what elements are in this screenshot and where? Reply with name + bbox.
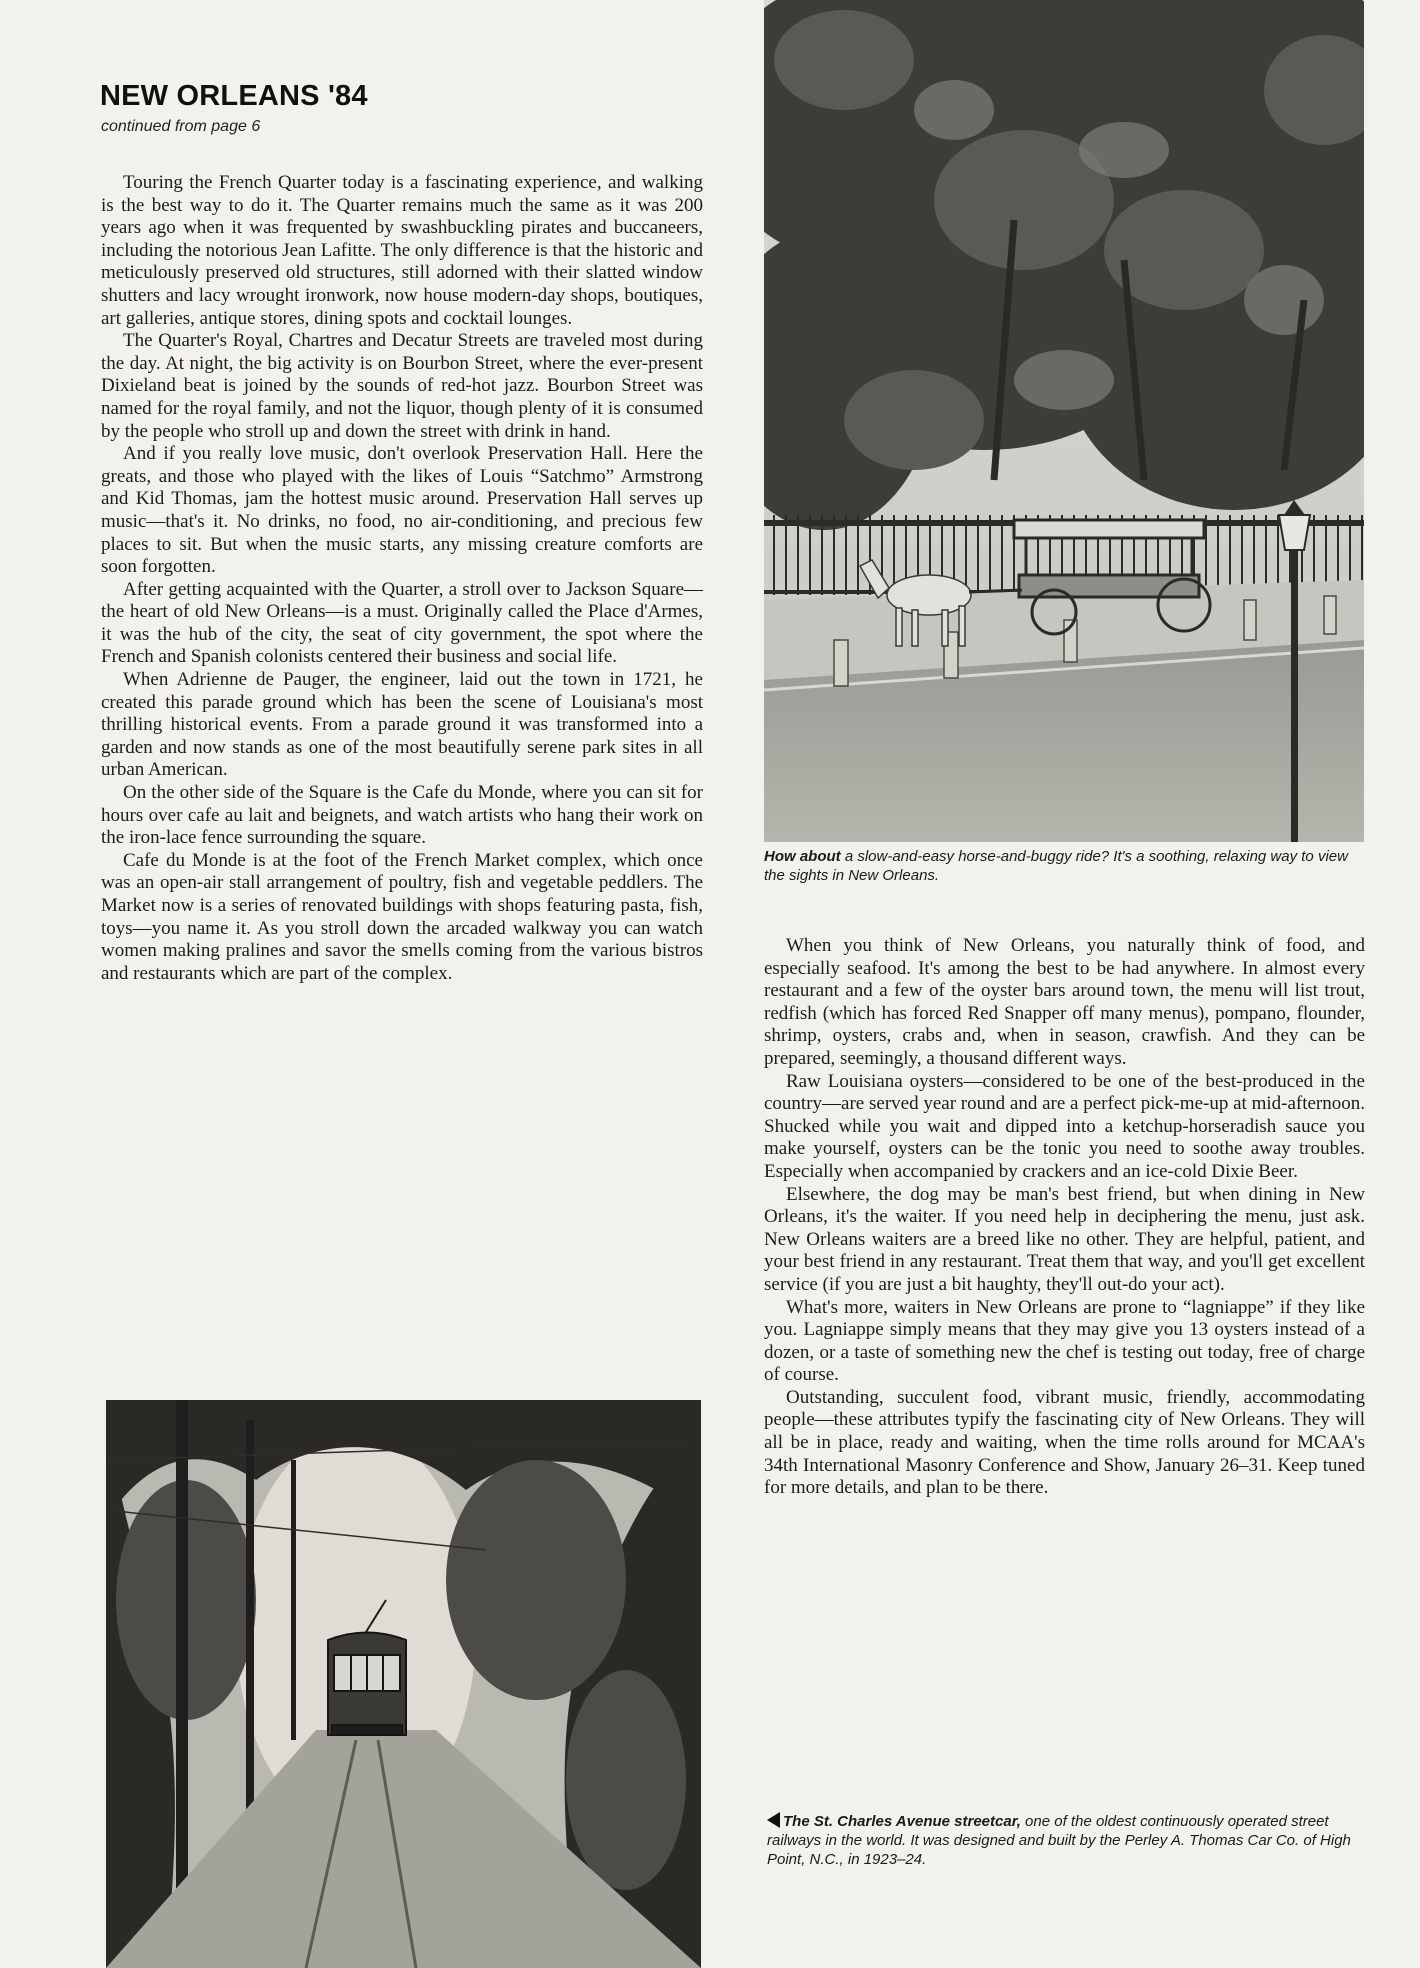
streetcar-caption xyxy=(767,1812,1369,1869)
continued-note: continued from page 6 xyxy=(101,118,261,135)
paragraph: After getting acquainted with the Quarter, a stroll over to Jackson Square—the heart of old New Orleans—is a must. Originally called the Place d'Armes, it was the hub of the city, the seat of city government, the spot where the French and Spanish colonists centered their business and social life. xyxy=(101,578,703,668)
horse-buggy-illustration xyxy=(764,0,1364,842)
paragraph: When you think of New Orleans, you naturally think of food, and especially seafood. It's among the best to be had anywhere. In almost every restaurant and a few of the oyster bars around town, the menu will list trout, redfish (which has forced Red Snapper off many menus), pompano, flounder, shrimp, oysters, crabs and, when in season, crawfish. And they can be prepared, seemingly, a thousand different ways. xyxy=(764,935,1365,1069)
paragraph: Elsewhere, the dog may be man's best friend, but when dining in New Orleans, it's the waiter. If you need help in deciphering the menu, just ask. New Orleans waiters are a breed like no other. They are helpful, patient, and your best friend in any restaurant. Treat them that way, and you'll get excellent service (if you are just a bit haughty, they'll out-do your act). xyxy=(764,1183,1365,1295)
caption-text: one of the oldest continuously operated street railways in the world. It was designed and built by the Perley A. Thomas Car Co. of High Point, N.C., in 1923–24. xyxy=(767,1813,1351,1868)
horse-buggy-photo xyxy=(764,0,1364,842)
streetcar-illustration xyxy=(106,1400,701,1968)
paragraph: When Adrienne de Pauger, the engineer, laid out the town in 1721, he created this parade ground which has been the scene of Louisiana's most thrilling historical events. From a parade ground it was transformed into a garden and now stands as one of the most beautifully serene park sites in all urban American. xyxy=(101,669,703,781)
paragraph: Outstanding, succulent food, vibrant music, friendly, accommodating people—these attributes typify the fascinating city of New Orleans. They will all be in place, ready and waiting, when the time rolls around for MCAA's 34th International Masonry Conference and Show, January 26–31. Keep tuned for more details, and plan to be there. xyxy=(764,1386,1365,1499)
paragraph: On the other side of the Square is the Cafe du Monde, where you can sit for hours over cafe au lait and beignets, and watch artists who hang their work on the iron-lace fence surrounding the square. xyxy=(101,782,703,849)
paragraph: Cafe du Monde is at the foot of the French Market complex, which once was an open-air stall arrangement of poultry, fish and vegetable peddlers. The Market now is a series of renovated buildings with shops featuring pasta, fish, toys—you name it. As you stroll down the arcaded walkway you can watch women making pralines and savor the smells coming from the various bistros and restaurants which are part of the complex. xyxy=(101,849,703,984)
paragraph: The Quarter's Royal, Chartres and Decatur Streets are traveled most during the day. At night, the big activity is on Bourbon Street, where the ever-present Dixieland beat is joined by the sounds of red-hot jazz. Bourbon Street was named for the royal family, and not the liquor, though plenty of it is consumed by the people who stroll up and down the street with drink in hand. xyxy=(101,330,703,442)
right-text-column xyxy=(764,935,1365,1500)
left-arrow-icon xyxy=(767,1812,780,1828)
horse-buggy-caption xyxy=(764,847,1369,885)
caption-lead: The St. Charles Avenue streetcar, xyxy=(783,1813,1021,1830)
caption-lead: How about xyxy=(764,848,841,865)
paragraph: What's more, waiters in New Orleans are prone to “lagniappe” if they like you. Lagniappe simply means that they may give you 13 oysters instead of a dozen, or a taste of something new the chef is testing out today, free of charge of course. xyxy=(764,1296,1365,1386)
paragraph: Touring the French Quarter today is a fascinating experience, and walking is the best way to do it. The Quarter remains much the same as it was 200 years ago when it was frequented by swashbuckling pirates and buccaneers, including the notorious Jean Lafitte. The only difference is that the historic and meticulously preserved old structures, still adorned with their slatted window shutters and lacy wrought ironwork, now house modern-day shops, boutiques, art galleries, antique stores, dining spots and cocktail lounges. xyxy=(101,172,703,329)
paragraph: And if you really love music, don't overlook Preservation Hall. Here the greats, and those who played with the likes of Louis “Satchmo” Armstrong and Kid Thomas, jam the hottest music around. Preservation Hall serves up music—that's it. No drinks, no food, no air-conditioning, and precious few places to sit. But when the music starts, any missing creature comforts are soon forgotten. xyxy=(101,443,703,578)
article-title: NEW ORLEANS '84 xyxy=(100,80,368,112)
streetcar-photo xyxy=(106,1400,701,1968)
caption-text: a slow-and-easy horse-and-buggy ride? It's a soothing, relaxing way to view the sights in New Orleans. xyxy=(764,848,1348,884)
left-text-column xyxy=(101,172,703,985)
paragraph: Raw Louisiana oysters—considered to be one of the best-produced in the country—are served year round and are a perfect pick-me-up at mid-afternoon. Shucked while you wait and dipped into a ketchup-horseradish sauce you make yourself, oysters can be the tonic you need to soothe away troubles. Especially when accompanied by crackers and an ice-cold Dixie Beer. xyxy=(764,1070,1365,1182)
